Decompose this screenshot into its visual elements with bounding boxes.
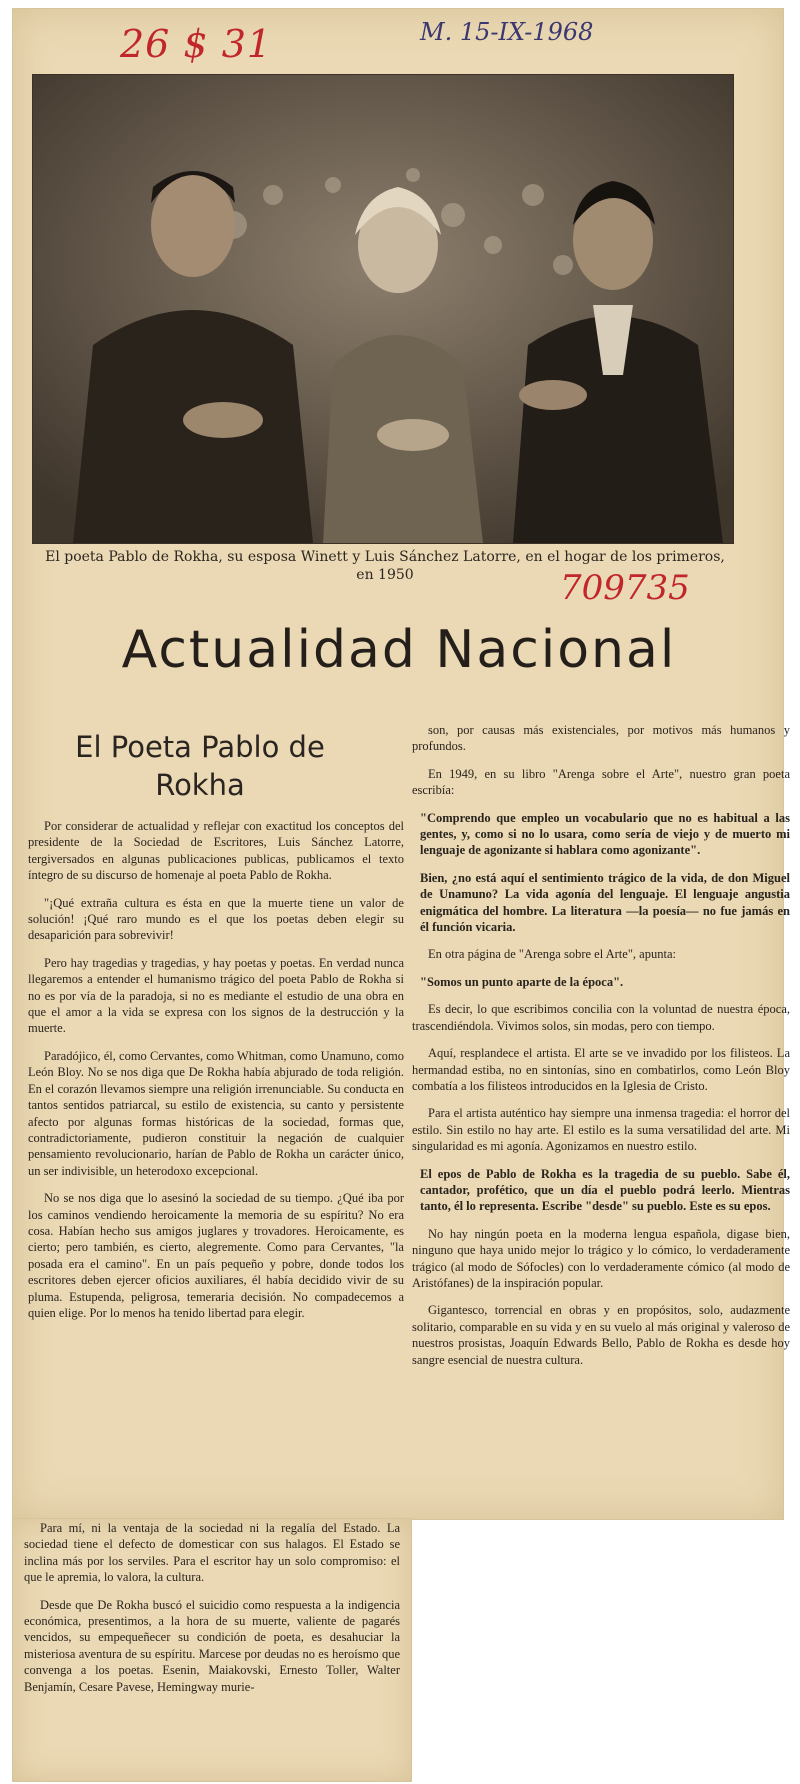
quote: "Somos un punto aparte de la época". — [420, 974, 624, 989]
paragraph: Por considerar de actualidad y reflejar con exactitud los conceptos del presidente de la Sociedad de Escritores, Luis Sánchez Latorre, tergiversados en algunas publicaciones publicas, publicamos el texto íntegro de su discurso de homenaje al poeta Pablo de Rokha. — [28, 819, 404, 883]
quote: "Comprendo que empleo un vocabulario que no es habitual a las gentes, y, como si no lo usara, como sería de viejo y de muerto mi lenguaje de agonizante si hablara como agonizante". — [420, 810, 790, 858]
paragraph: Gigantesco, torrencial en obras y en propósitos, solo, audazmente solitario, comparable en su vida y en su vuelo al más original y valeroso de nuestros prosistas, Joaquín Edwards Bello, Pablo de Rokha es desde hoy sangre esencial de nuestra cultura. — [412, 1303, 790, 1367]
paragraph: son, por causas más existenciales, por motivos más humanos y profundos. — [412, 723, 790, 754]
paragraph: Paradójico, él, como Cervantes, como Whitman, como Unamuno, como León Bloy. No se nos diga que De Rokha había abjurado de toda religión. En el corazón llevamos siempre una religión irrenunciable. Su conducta en tantos sentidos patriarcal, su estilo de existencia, su canto y persistente afecto por algunas formas históricas de la sociedad, formas que, contradictoriamente, pudieron constituir la negación de cualquier pensamiento revolucionario, harían de Pablo de Rokha un carácter único, un ser indivisible, un heterodoxo excepcional. — [28, 1048, 404, 1178]
photo — [32, 74, 734, 544]
paragraph: Desde que De Rokha buscó el suicidio como respuesta a la indigencia económica, presentimos, a la hora de su muerte, valiente de pagarés vencidos, su empequeñecer su condición de poeta, es desahuciar la misteriosa aventura de su espíritu. Marcese por deudas no es heroísmo que convenga a los poetas. Esenin, Maiakovski, Ernesto Toller, Walter Benjamín, Cesare Pavese, Hemingway murie- — [24, 1597, 400, 1694]
article-column-left — [28, 818, 404, 1332]
paragraph: Aquí, resplandece el artista. El arte se ve invadido por los filisteos. La hermandad estiba, no en sintonías, sino en combatirlos, como León Bloy combatía a los filisteos introducidos en la Iglesia de Cristo. — [412, 1046, 790, 1093]
paragraph: Bien, ¿no está aquí el sentimiento trágico de la vida, de don Miguel de Unamuno? La vida agonía del lenguaje. El lenguaje angustia enigmática del hombre. La literatura —la poesía— no fue jamás en él función vicaria. — [420, 870, 790, 935]
paragraph: Es decir, lo que escribimos concilia con la voluntad de nuestra época, trascendiéndola. Vivimos solos, sin modas, pero con tiempo. — [412, 1002, 790, 1033]
article-column-continued — [24, 1520, 400, 1706]
handwritten-date: M. 15-IX-1968 — [420, 18, 594, 46]
paragraph: En 1949, en su libro "Arenga sobre el Arte", nuestro gran poeta escribía: — [412, 766, 790, 798]
section-masthead: Actualidad Nacional — [121, 620, 677, 680]
handwritten-catalog-ref-2: 709735 — [560, 568, 690, 608]
handwritten-catalog-ref: 26 $ 31 — [120, 22, 273, 66]
photo-illustration — [33, 75, 733, 543]
paragraph: En otra página de "Arenga sobre el Arte", apunta: — [428, 947, 676, 962]
paragraph: No hay ningún poeta en la moderna lengua española, digase bien, ninguno que haya unido mejor lo trágico y lo cómico, lo verdaderamente trágico (al modo de Sófocles) con lo verdaderamente cómico (al modo de Aristófanes) de la inspiración popular. — [412, 1226, 790, 1290]
photo-caption: El poeta Pablo de Rokha, su esposa Winett y Luis Sánchez Latorre, en el hogar de los primeros, en 1950 — [45, 549, 725, 583]
article-column-right — [412, 722, 790, 1379]
paragraph: Para el artista auténtico hay siempre una inmensa tragedia: el horror del estilo. Sin estilo no hay arte. El estilo es la suma versatilidad del arte. Mi singularidad es mi agonía. Agonizamos en nuestro estilo. — [412, 1106, 790, 1154]
paragraph: Pero hay tragedias y tragedias, y hay poetas y poetas. En verdad nunca llegaremos a entender el humanismo trágico del poeta Pablo de Rokha si no es por vía de la paradoja, si no es mediante el estudio de una obra en que el amor a la vida se expresa con los signos de la destrucción y la muerte. — [28, 955, 404, 1036]
article-title: El Poeta Pablo de Rokha — [75, 730, 325, 802]
paragraph: El epos de Pablo de Rokha es la tragedia de su pueblo. Sabe él, cantador, profético, que un día el pueblo podrá leerlo. Mientras tanto, él lo representa. Escribe "desde" su pueblo. Este es su epos. — [420, 1166, 790, 1214]
paragraph: No se nos diga que lo asesinó la sociedad de su tiempo. ¿Qué iba por los caminos vendiendo heroicamente la memoria de su espíritu? No era cosa. Habían hecho sus amigos juglares y trovadores. Heroicamente, es cierto; pero también, es cierto, alegremente. Como para Cervantes, "la posada era el camino". En un país pequeño y pobre, donde todos los escritores deben ejercer oficios auxiliares, él había decidido vivir de su pluma. Estupenda, peligrosa, temeraria decisión. No compadecemos a quien elige. Por lo menos ha tenido libertad para elegir. — [28, 1191, 404, 1320]
paragraph: Para mí, ni la ventaja de la sociedad ni la regalía del Estado. La sociedad tiene el defecto de domesticar con sus halagos. El Estado se inclina más por los serviles. Para el escritor hay un solo compromiso: el que le apremia, lo valora, la cultura. — [24, 1521, 400, 1585]
paragraph: "¡Qué extraña cultura es ésta en que la muerte tiene un valor de solución! ¡Qué raro mundo es el que los poetas deben elegir su desaparición para sobrevivir! — [28, 895, 404, 943]
